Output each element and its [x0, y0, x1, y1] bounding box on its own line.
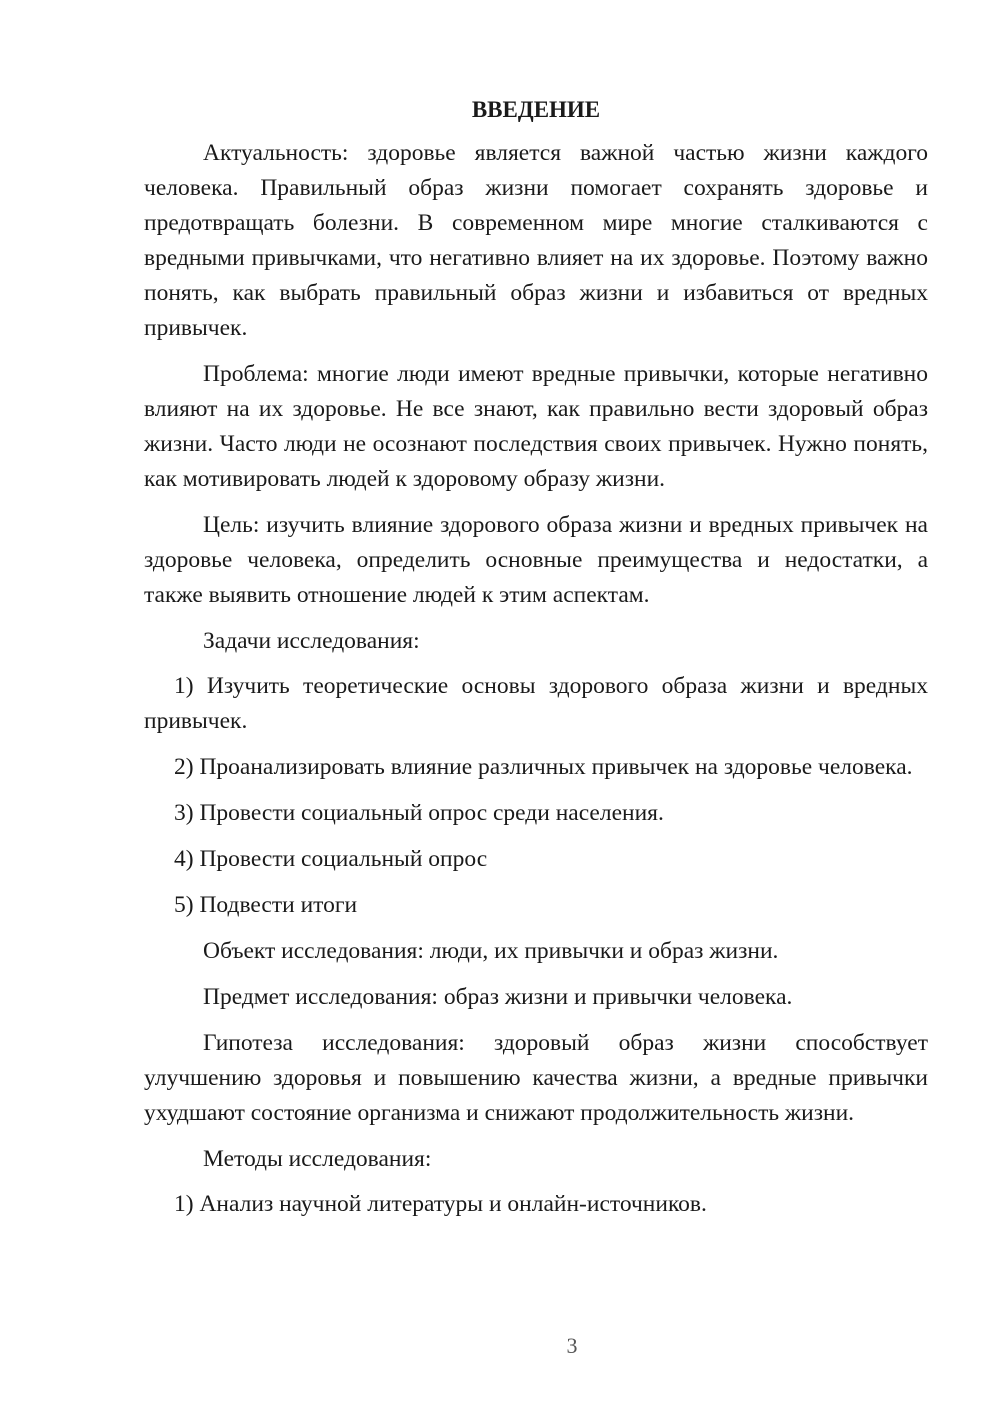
- document-body: [144, 96, 928, 1233]
- research-subject: Предмет исследования: образ жизни и привычки человека.: [203, 984, 793, 1010]
- research-object: Объект исследования: люди, их привычки и образ жизни.: [203, 938, 779, 964]
- goal-paragraph: Цель: изучить влияние здорового образа жизни и вредных привычек на здоровье человека, определить основные преимущества и недостатки, а также выявить отношение людей к этим аспектам.: [144, 512, 928, 608]
- task-item-5: 5) Подвести итоги: [174, 892, 358, 918]
- problem-paragraph: Проблема: многие люди имеют вредные привычки, которые негативно влияют на их здоровье. Не все знают, как правильно вести здоровый образ жизни. Часто люди не осознают последствия своих привычек. Нужно понять, как мотивировать людей к здоровому образу жизни.: [144, 361, 928, 492]
- page-title: ВВЕДЕНИЕ: [471, 97, 601, 122]
- task-item-4: 4) Провести социальный опрос: [174, 846, 488, 872]
- task-item-3: 3) Провести социальный опрос среди населения.: [174, 800, 664, 826]
- task-item-1: 1) Изучить теоретические основы здорового образа жизни и вредных привычек.: [144, 673, 928, 734]
- page-number: 3: [566, 1333, 578, 1358]
- methods-heading: Методы исследования:: [203, 1146, 432, 1172]
- task-item-2: 2) Проанализировать влияние различных привычек на здоровье человека.: [174, 754, 913, 780]
- method-item-1: 1) Анализ научной литературы и онлайн-источников.: [174, 1191, 707, 1217]
- research-hypothesis: Гипотеза исследования: здоровый образ жизни способствует улучшению здоровья и повышению качества жизни, а вредные привычки ухудшают состояние организма и снижают продолжительность жизни.: [144, 1030, 928, 1126]
- tasks-heading: Задачи исследования:: [203, 628, 420, 654]
- relevance-paragraph: Актуальность: здоровье является важной частью жизни каждого человека. Правильный образ жизни помогает сохранять здоровье и предотвращать болезни. В современном мире многие сталкиваются с вредными привычками, что негативно влияет на их здоровье. Поэтому важно понять, как выбрать правильный образ жизни и избавиться от вредных привычек.: [144, 140, 928, 341]
